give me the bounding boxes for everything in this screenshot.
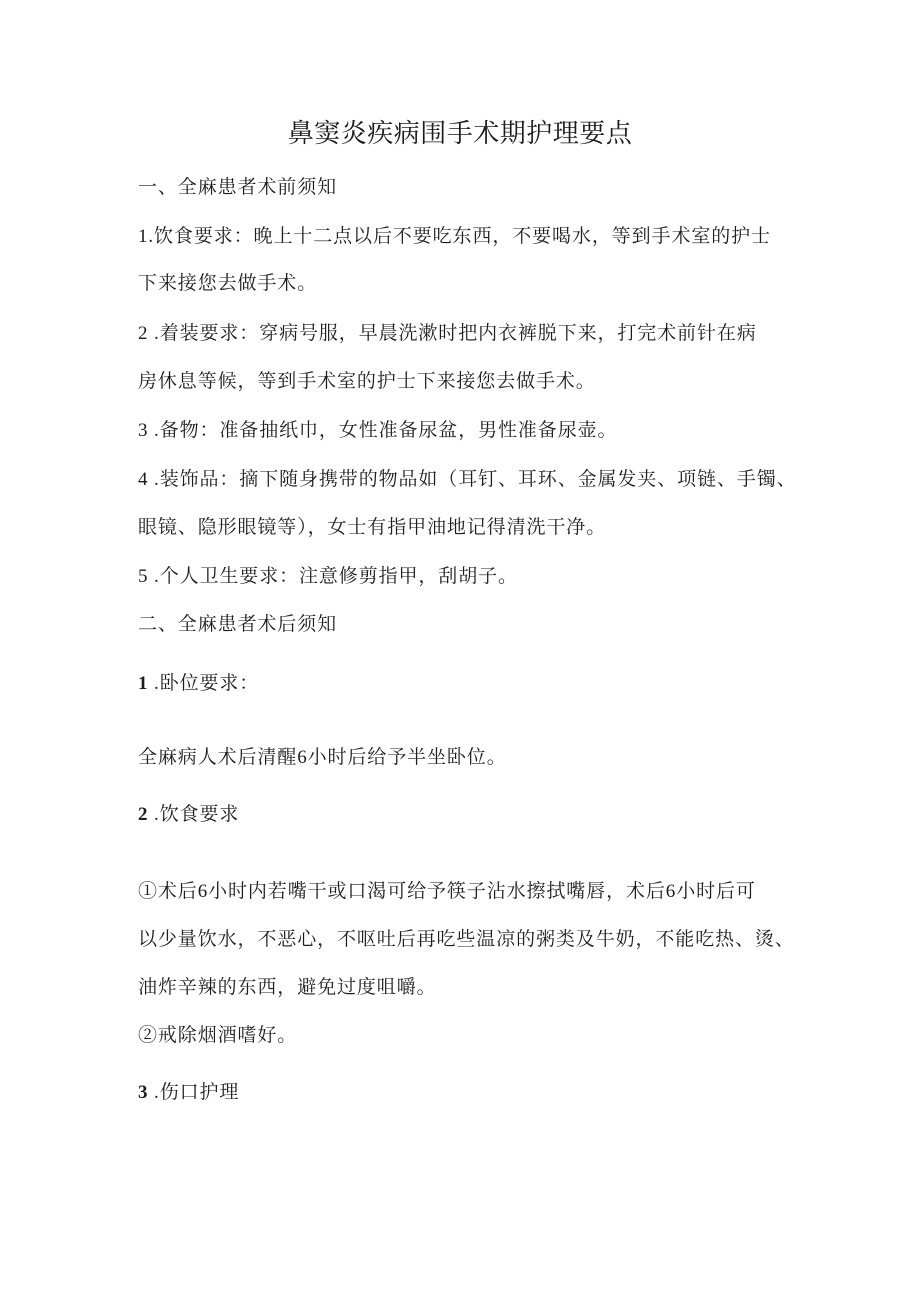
preop-item-clothing-line-1: 2 .着装要求：穿病号服，早晨洗漱时把内衣裤脱下来，打完术前针在病: [138, 323, 757, 344]
preop-item-supplies: 3 .备物：准备抽纸巾，女性准备尿盆，男性准备尿壶。: [138, 420, 618, 441]
postop-position-heading: [138, 672, 259, 696]
preop-item-hygiene: 5 .个人卫生要求：注意修剪指甲，刮胡子。: [138, 566, 518, 587]
postop-position-number: 1: [138, 673, 149, 694]
preop-item-accessories-line-2: 眼镜、隐形眼镜等），女士有指甲油地记得清洗干净。: [138, 517, 607, 538]
postop-diet-line-2: 以少量饮水，不恶心，不呕吐后再吃些温凉的粥类及牛奶，不能吃热、烫、: [138, 929, 795, 950]
postop-diet-line-1: ①术后6小时内若嘴干或口渴可给予筷子沾水擦拭嘴唇，术后6小时后可: [138, 881, 756, 902]
postop-position-text: 全麻病人术后清醒6小时后给予半坐卧位。: [138, 747, 507, 768]
postop-diet-heading: [138, 803, 239, 827]
preop-item-clothing-line-2: 房休息等候，等到手术室的护士下来接您去做手术。: [138, 371, 596, 392]
preop-item-accessories-line-1: 4 .装饰品：摘下随身携带的物品如（耳钉、耳环、金属发夹、项链、手镯、: [138, 469, 797, 490]
postop-diet-label: .饮食要求: [148, 804, 240, 825]
postop-diet-note: ②戒除烟酒嗜好。: [138, 1025, 298, 1046]
postop-diet-number: 2: [138, 804, 149, 825]
preop-item-diet-line-2: 下来接您去做手术。: [138, 273, 318, 294]
postop-wound-heading: [138, 1081, 239, 1105]
postop-wound-label: .伤口护理: [148, 1082, 240, 1103]
section-heading-postop: 二、全麻患者术后须知: [138, 614, 338, 635]
preop-item-diet-line-1: 1.饮食要求：晚上十二点以后不要吃东西，不要喝水，等到手术室的护士: [138, 226, 771, 247]
postop-wound-number: 3: [138, 1082, 149, 1103]
postop-diet-line-3: 油炸辛辣的东西，避免过度咀嚼。: [138, 977, 437, 998]
document-title: 鼻窦炎疾病围手术期护理要点: [287, 119, 633, 149]
postop-position-label: .卧位要求：: [148, 673, 260, 694]
section-heading-preop: 一、全麻患者术前须知: [138, 177, 338, 198]
